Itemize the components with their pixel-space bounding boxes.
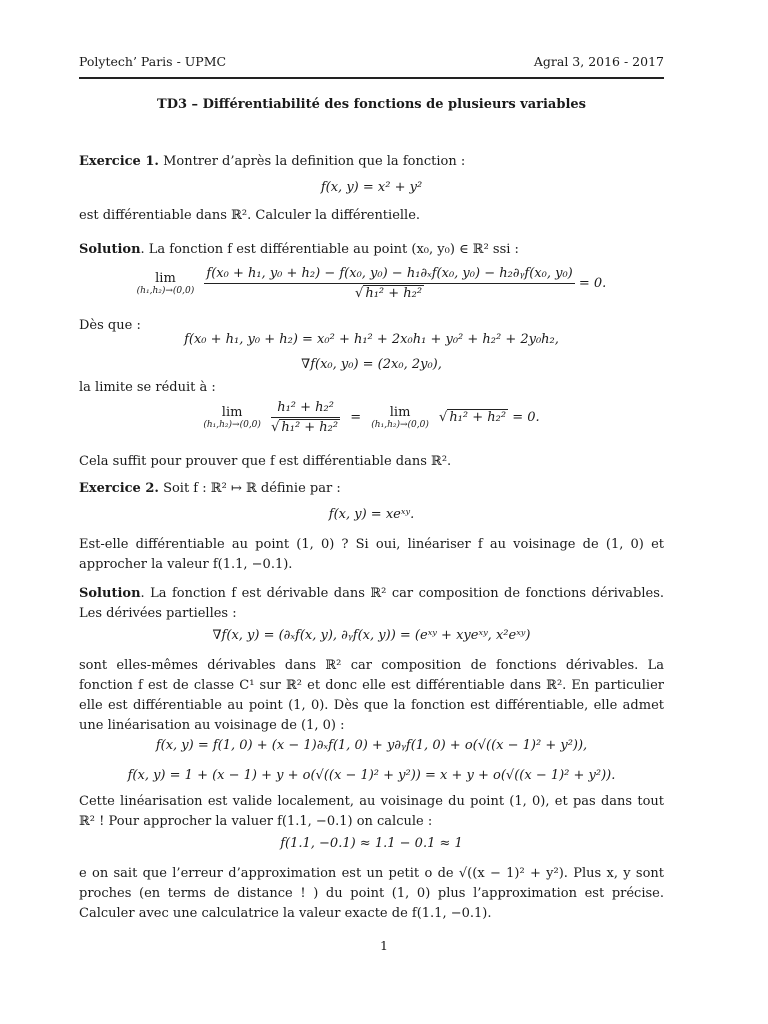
limit3-sqrt: √ h₁² + h₂² [439, 410, 507, 425]
solution2-intro-text: . La fonction f est dérivable dans ℝ² car composition de fonctions dérivables. Les dérivées partielles : [79, 586, 664, 621]
limit-numerator: f(x₀ + h₁, y₀ + h₂) − f(x₀, y₀) − h₁∂ₓf(x₀, y₀) − h₂∂ᵧf(x₀, y₀) [204, 266, 574, 284]
solution1-reduced-limit [79, 400, 664, 435]
limit2-word: lim [221, 405, 243, 420]
solution1-intro [79, 240, 664, 260]
limit2-equals: = [350, 410, 362, 425]
limit-subscript: (h₁,h₂)→(0,0) [136, 286, 195, 296]
exercise2-label: Exercice 2. [79, 481, 159, 496]
limit2-fraction [271, 400, 340, 435]
exercise1-statement2: est différentiable dans ℝ². Calculer la différentielle. [79, 208, 421, 223]
solution2-validity: Cette linéarisation est valide localement, au voisinage du point (1, 0), et pas dans tout ℝ² ! Pour approcher la valuer f(1.1, −0.1) on calcule : [79, 794, 664, 829]
solution1-limit-equation [79, 266, 664, 301]
page-title: TD3 – Différentiabilité des fonctions de plusieurs variables [157, 97, 586, 112]
header-institution: Polytech’ Paris - UPMC [79, 54, 227, 69]
solution1-des-que: Dès que : [79, 318, 141, 333]
limit-rhs: = 0. [578, 276, 607, 291]
exercise2-text: Soit f : ℝ² ↦ ℝ définie par : [163, 481, 341, 496]
exercise2-statement [79, 479, 664, 499]
solution2-approximation: f(1.1, −0.1) ≈ 1.1 − 0.1 ≈ 1 [280, 836, 463, 851]
solution1-reduces: la limite se réduit à : [79, 380, 216, 395]
limit-denominator: √ h₁² + h₂² [355, 286, 423, 301]
solution1-gradient: ∇f(x₀, y₀) = (2x₀, 2y₀), [301, 357, 442, 372]
solution1-intro-text: . La fonction f est différentiable au point (x₀, y₀) ∈ ℝ² ssi : [140, 242, 519, 257]
exercise1-equation: f(x, y) = x² + y² [320, 180, 423, 195]
limit2-denominator: √ h₁² + h₂² [271, 420, 339, 435]
limit-fraction [204, 266, 574, 301]
limit2-operator [203, 405, 261, 430]
limit3-operator [371, 405, 429, 430]
limit-denominator-radicand: h₁² + h₂² [365, 286, 423, 301]
exercise2-equation: f(x, y) = xeˣʸ. [328, 507, 415, 522]
limit3-subscript: (h₁,h₂)→(0,0) [371, 420, 429, 430]
limit2-numerator: h₁² + h₂² [271, 400, 340, 418]
limit3-word: lim [389, 405, 411, 420]
solution2-error: e on sait que l’erreur d’approximation est un petit o de √((x − 1)² + y²). Plus x, y sont proches (en terms de distance ! ) du point (1, 0) plus l’approximation est précise. Calculer avec une calculatrice la valeur exacte de f(1.1, −0.1). [79, 866, 664, 921]
solution2-paragraph: sont elles-mêmes dérivables dans ℝ² car composition de fonctions dérivables. La fonction f est de classe C¹ sur ℝ² et donc elle est différentiable dans ℝ². En particulier elle est différentiable au point (1, 0). Dès que la fonction est différentiable, elle admet une linéarisation au voisinage de (1, 0) : [79, 658, 664, 733]
exercise1-label: Exercice 1. [79, 154, 159, 169]
solution2-label: Solution [79, 586, 141, 601]
exercise2-question: Est-elle différentiable au point (1, 0) ? Si oui, linéariser f au voisinage de (1, 0) et approcher la valeur f(1.1, −0.1). [79, 537, 664, 572]
limit3-radicand: h₁² + h₂² [449, 410, 507, 425]
limit2-subscript: (h₁,h₂)→(0,0) [203, 420, 261, 430]
limit2-denominator-radicand: h₁² + h₂² [281, 420, 339, 435]
header-course: Agral 3, 2016 - 2017 [533, 54, 664, 69]
page-number: 1 [380, 938, 388, 953]
limit-operator [137, 271, 195, 296]
solution2-intro [79, 584, 664, 624]
exercise1-statement [79, 152, 664, 172]
limit2-end: = 0. [512, 410, 540, 425]
solution2-linearisation-1: f(x, y) = f(1, 0) + (x − 1)∂ₓf(1, 0) + y∂ᵧf(1, 0) + o(√((x − 1)² + y²)), [155, 738, 588, 753]
exercise1-text: Montrer d’après la definition que la fonction : [163, 154, 466, 169]
solution2-gradient: ∇f(x, y) = (∂ₓf(x, y), ∂ᵧf(x, y)) = (eˣʸ + xyeˣʸ, x²eˣʸ) [212, 628, 531, 643]
header-rule [79, 77, 664, 79]
solution1-label: Solution [79, 242, 141, 257]
solution1-expansion: f(x₀ + h₁, y₀ + h₂) = x₀² + h₁² + 2x₀h₁ + y₀² + h₂² + 2y₀h₂, [184, 332, 559, 347]
solution2-linearisation-2: f(x, y) = 1 + (x − 1) + y + o(√((x − 1)² + y²)) = x + y + o(√((x − 1)² + y²)). [127, 768, 616, 783]
limit-word: lim [155, 271, 176, 286]
solution1-conclusion: Cela suffit pour prouver que f est différentiable dans ℝ². [79, 454, 452, 469]
